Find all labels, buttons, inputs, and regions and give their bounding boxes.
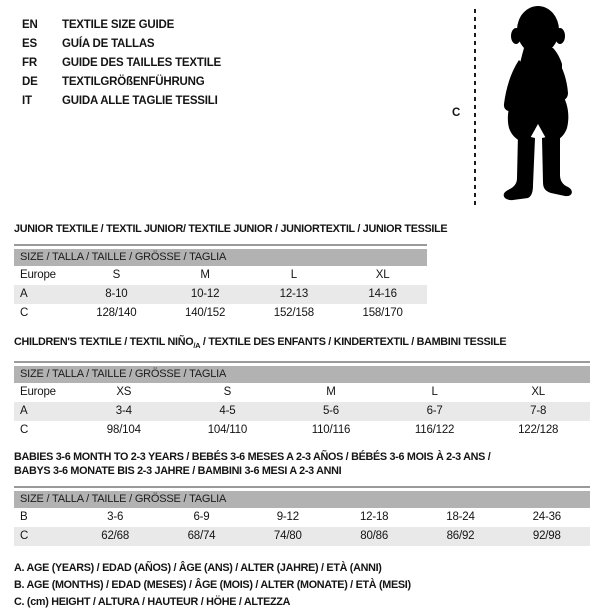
table-cell: 62/68 [101, 530, 130, 543]
table-top-rule [14, 361, 590, 363]
table-cell: 3-4 [115, 405, 132, 418]
table-cell: 3-6 [107, 511, 124, 524]
table-top-rule [14, 486, 590, 488]
table-cell: L [431, 386, 438, 399]
table-cell: M [200, 269, 210, 281]
table-top-rule [14, 244, 427, 246]
table-cell: L [290, 269, 297, 281]
table-cell: 6-7 [426, 405, 443, 418]
table-cell: S [112, 269, 121, 281]
toddler-silhouette-icon [486, 4, 592, 206]
children-size-table [14, 361, 590, 440]
table-cell: 122/128 [518, 424, 559, 437]
babies-section-title-line2: BABYS 3-6 MONATE BIS 2-3 JAHRE / BAMBINI 3-6 MESI A 2-3 ANNI [14, 465, 342, 478]
table-cell: 6-9 [193, 511, 210, 524]
table-row [14, 402, 590, 421]
table-cell: A [20, 405, 28, 418]
table-cell: M [326, 386, 336, 399]
table-cell: C [20, 424, 29, 437]
table-cell: Europe [20, 269, 56, 281]
size-header-bar: SIZE / TALLA / TAILLE / GRÖSSE / TAGLIA [14, 249, 427, 266]
table-row [14, 285, 427, 304]
note-line-c: C. (cm) HEIGHT / ALTURA / HAUTEUR / HÖHE / ALTEZZA [14, 596, 291, 609]
height-dashed-line [474, 9, 476, 205]
language-title: GUIDA ALLE TAGLIE TESSILI [62, 95, 218, 107]
section-babies [14, 450, 592, 546]
table-cell: C [20, 307, 29, 319]
table-cell: 110/116 [311, 424, 351, 437]
table-cell: 80/86 [360, 530, 389, 543]
table-cell: S [223, 386, 232, 399]
table-cell: 18-24 [446, 511, 475, 524]
table-cell: Europe [20, 386, 56, 399]
language-code: ES [22, 38, 37, 50]
table-cell: A [20, 288, 28, 300]
size-header-bar: SIZE / TALLA / TAILLE / GRÖSSE / TAGLIA [14, 366, 590, 383]
table-cell: XS [116, 386, 132, 399]
language-title: GUÍA DE TALLAS [62, 38, 155, 50]
height-measure-label: C [452, 107, 461, 119]
children-title-pre: CHILDREN'S TEXTILE / TEXTIL NIÑO [14, 336, 194, 348]
table-cell: 7-8 [530, 405, 547, 418]
height-figure [452, 4, 592, 206]
language-code: FR [22, 57, 37, 69]
table-cell: 104/110 [207, 424, 248, 437]
table-cell: 24-36 [532, 511, 562, 524]
table-cell: 68/74 [187, 530, 216, 543]
children-title-subscript: /A [193, 341, 201, 351]
table-cell: 5-6 [322, 405, 339, 418]
table-row [14, 527, 590, 546]
table-cell: 128/140 [96, 307, 137, 319]
language-code: IT [22, 95, 32, 107]
table-cell: 74/80 [273, 530, 302, 543]
babies-section-title-line1: BABIES 3-6 MONTH TO 2-3 YEARS / BEBÉS 3-6 MESES A 2-3 AÑOS / BÉBÉS 3-6 MOIS À 2-3 ANS / [14, 451, 491, 464]
table-row [14, 383, 590, 402]
table-cell: 140/152 [185, 307, 226, 319]
table-cell: 8-10 [105, 288, 128, 300]
children-title-post: / TEXTILE DES ENFANTS / KINDERTEXTIL / BAMBINI TESSILE [200, 336, 507, 348]
language-code: DE [22, 76, 38, 88]
table-cell: 98/104 [106, 424, 141, 437]
babies-size-table [14, 486, 590, 546]
language-title: GUIDE DES TAILLES TEXTILE [62, 57, 221, 69]
size-header-bar: SIZE / TALLA / TAILLE / GRÖSSE / TAGLIA [14, 491, 590, 508]
table-cell: B [20, 511, 28, 524]
junior-section-title: JUNIOR TEXTILE / TEXTIL JUNIOR/ TEXTILE JUNIOR / JUNIORTEXTIL / JUNIOR TESSILE [14, 223, 448, 235]
table-cell: 4-5 [219, 405, 236, 418]
language-code: EN [22, 19, 38, 31]
table-cell: 12-13 [279, 288, 309, 300]
header-area [14, 0, 592, 210]
table-cell: XL [531, 386, 545, 399]
table-cell: C [20, 530, 29, 543]
junior-size-table [14, 244, 427, 323]
table-cell: 9-12 [276, 511, 299, 524]
note-line-b: B. AGE (MONTHS) / EDAD (MESES) / ÂGE (MOIS) / ALTER (MONATE) / ETÀ (MESI) [14, 579, 411, 592]
table-cell: XL [375, 269, 390, 281]
children-section-title [14, 335, 592, 353]
table-cell: 152/158 [273, 307, 314, 319]
section-junior [14, 222, 592, 323]
section-children [14, 335, 592, 440]
note-line-a: A. AGE (YEARS) / EDAD (AÑOS) / ÂGE (ANS) / ALTER (JAHRE) / ETÀ (ANNI) [14, 562, 382, 575]
table-row [14, 421, 590, 440]
language-title: TEXTILE SIZE GUIDE [62, 19, 175, 31]
table-row [14, 266, 427, 285]
table-cell: 12-18 [359, 511, 389, 524]
table-cell: 158/170 [362, 307, 403, 319]
table-cell: 116/122 [414, 424, 455, 437]
table-cell: 92/98 [532, 530, 561, 543]
table-row [14, 508, 590, 527]
table-cell: 86/92 [446, 530, 475, 543]
footnotes [14, 560, 592, 611]
table-cell: 10-12 [190, 288, 220, 300]
table-cell: 14-16 [368, 288, 397, 300]
language-title: TEXTILGRÖßENFÜHRUNG [62, 76, 205, 88]
table-row [14, 304, 427, 323]
